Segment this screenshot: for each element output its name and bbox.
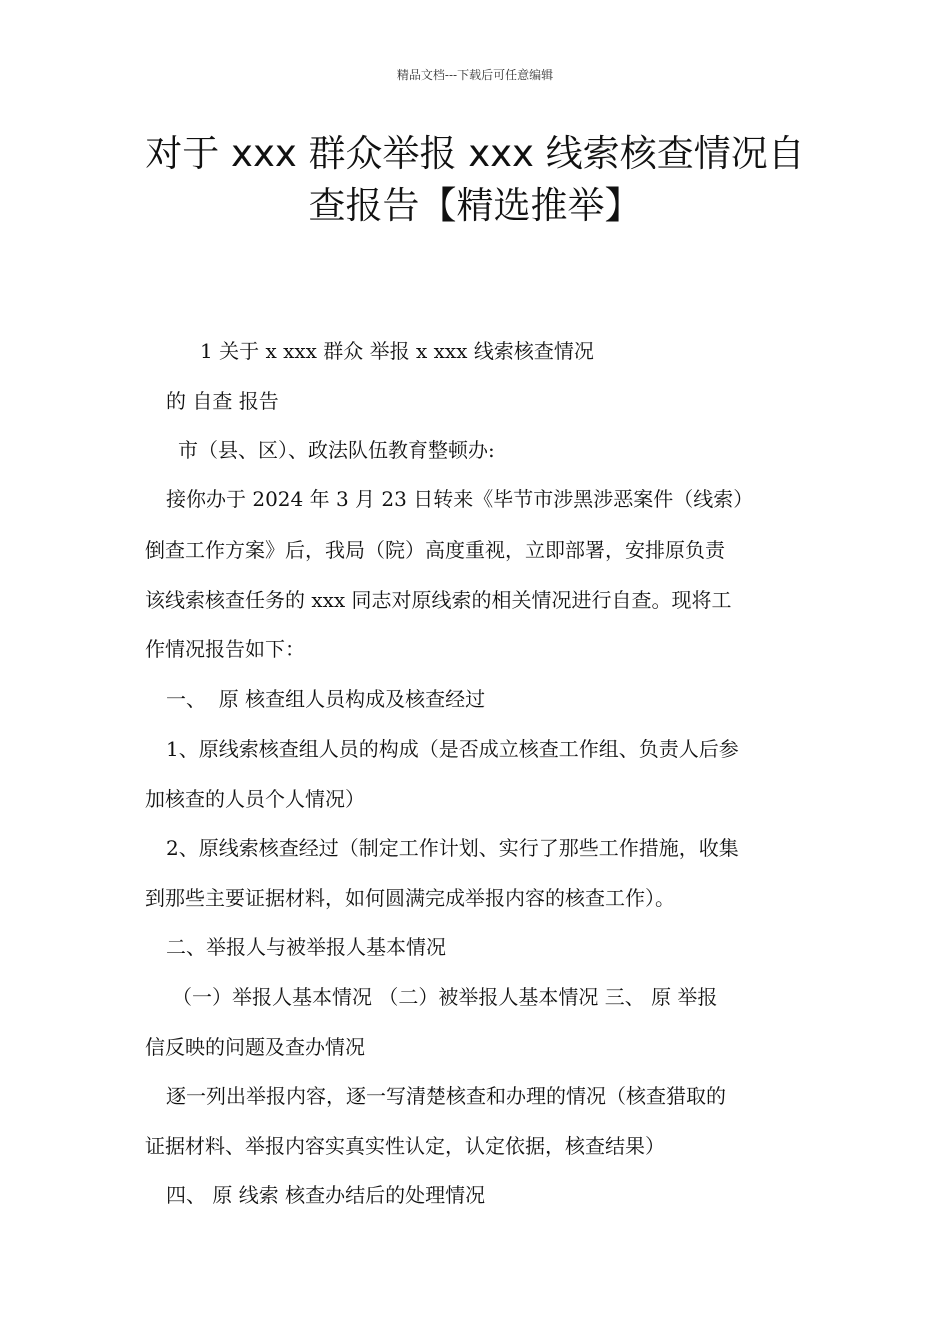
body-line: 到那些主要证据材料，如何圆满完成举报内容的核查工作）。 [145,886,675,910]
body-line: 的 自查 报告 [166,389,279,413]
body-line: 该线索核查任务的 xxx 同志对原线索的相关情况进行自查。现将工 [145,588,732,612]
body-line: 四、 原 线索 核查办结后的处理情况 [166,1183,486,1207]
body-line: 一、 原 核查组人员构成及核查经过 [166,687,486,711]
body-line: 倒查工作方案》后，我局（院）高度重视，立即部署，安排原负责 [145,538,725,562]
body-line: 二、举报人与被举报人基本情况 [166,935,446,959]
body-line: 1 关于 x xxx 群众 举报 x xxx 线索核查情况 [200,339,594,363]
body-line: 信反映的问题及查办情况 [145,1035,365,1059]
body-line: 逐一列出举报内容，逐一写清楚核查和办理的情况（核查猎取的 [166,1084,726,1108]
body-line: 加核查的人员个人情况） [145,787,365,811]
body-line: （一）举报人基本情况 （二）被举报人基本情况 三、 原 举报 [172,985,718,1009]
page-header: 精品文档---下载后可任意编辑 [396,68,554,82]
body-line: 证据材料、举报内容实真实性认定，认定依据，核查结果） [145,1134,665,1158]
body-line: 2、原线索核查经过（制定工作计划、实行了那些工作措施，收集 [166,836,739,860]
title-line-1: 对于 xxx 群众举报 xxx 线索核查情况自 [145,132,805,175]
body-line: 作情况报告如下： [145,637,305,661]
body-line: 1、原线索核查组人员的构成（是否成立核查工作组、负责人后参 [166,737,739,761]
title-line-2: 查报告【精选推举】 [308,184,642,227]
body-line: 市（县、区）、政法队伍教育整顿办: [178,438,495,462]
body-line: 接你办于 2024 年 3 月 23 日转来《毕节市涉黑涉恶案件（线索） [166,487,754,511]
document-title [110,128,840,232]
